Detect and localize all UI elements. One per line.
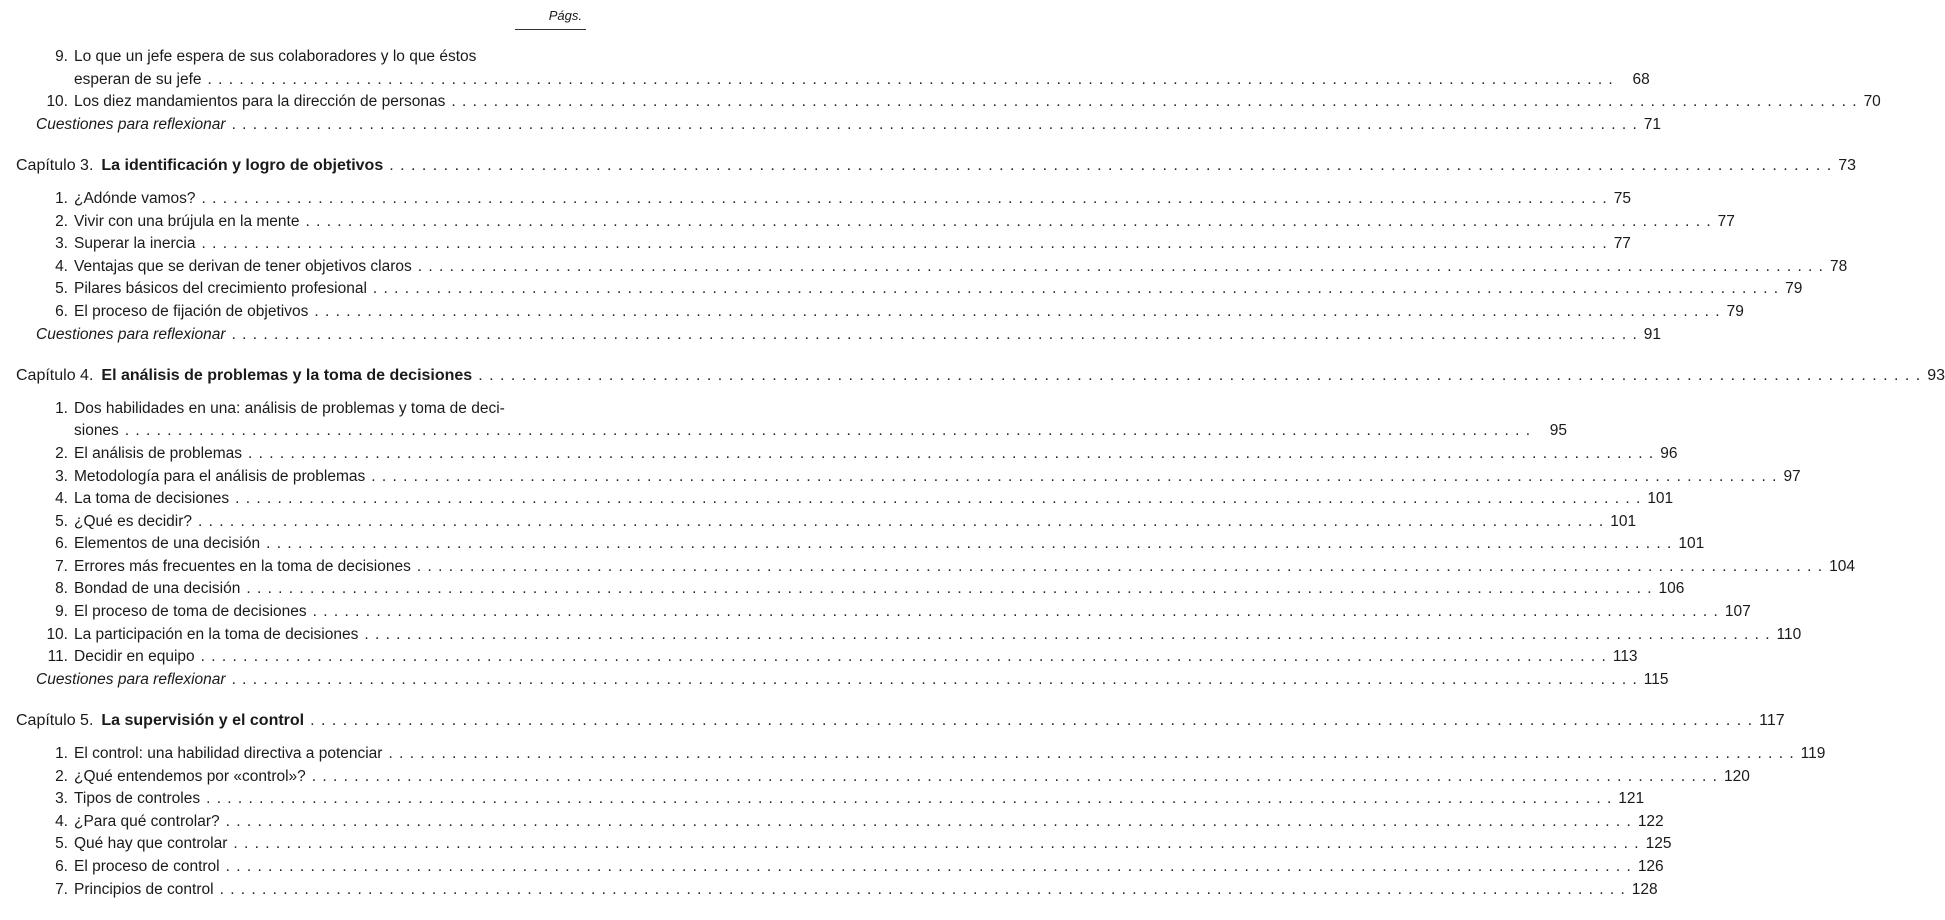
- page-number: 68: [1632, 70, 1650, 88]
- entry-number: 7.: [55, 557, 68, 575]
- dot-leader: [246, 578, 1652, 601]
- page-number: 77: [1717, 212, 1735, 230]
- entry-title: Pilares básicos del crecimiento profesional: [74, 280, 367, 298]
- entry-number: 4.: [55, 812, 68, 830]
- entry-number: 2.: [55, 444, 68, 462]
- dot-leader: [389, 155, 1832, 178]
- page-number: 126: [1637, 858, 1664, 875]
- chapter-number: Capítulo 5.: [16, 712, 94, 730]
- entry-title-block: [74, 398, 1567, 443]
- entry-title: El proceso de fijación de objetivos: [74, 302, 309, 320]
- entry-number: 2.: [55, 212, 68, 230]
- page-number: 104: [1829, 557, 1855, 575]
- page-number: 115: [1643, 670, 1669, 688]
- toc-entry[interactable]: [36, 443, 1678, 466]
- entry-title: Los diez mandamientos para la dirección de personas: [74, 93, 446, 111]
- page-number: 77: [1613, 235, 1631, 253]
- entry-title: Tipos de controles: [74, 790, 201, 808]
- page-number: 96: [1660, 444, 1678, 462]
- entry-title-line1: Dos habilidades en una: análisis de problemas y toma de deci-: [74, 399, 505, 417]
- page-number: 106: [1658, 580, 1685, 598]
- dot-leader: [206, 788, 1612, 811]
- entry-title: ¿Adónde vamos?: [74, 189, 196, 207]
- toc-entry[interactable]: [36, 856, 1664, 879]
- entry-title: ¿Qué es decidir?: [74, 512, 193, 530]
- dot-leader: [371, 466, 1777, 489]
- toc-entry[interactable]: [36, 211, 1735, 234]
- toc-entry[interactable]: [36, 833, 1672, 856]
- page-number: 101: [1647, 490, 1674, 508]
- toc-section: [16, 46, 1881, 136]
- page-number: 71: [1643, 115, 1662, 133]
- chapter-number: Capítulo 4.: [16, 367, 94, 385]
- toc-section: [16, 155, 1857, 346]
- questions-entry[interactable]: [36, 114, 1662, 137]
- entry-title-line2-row: [74, 420, 1567, 443]
- questions-entry[interactable]: [36, 669, 1669, 692]
- entry-number: 3.: [55, 235, 68, 253]
- entry-number: 5.: [55, 835, 68, 853]
- entry-number: 6.: [55, 535, 68, 553]
- entry-number: 10.: [46, 625, 68, 643]
- dot-leader: [201, 233, 1607, 256]
- page-header: Págs.: [515, 8, 586, 30]
- dot-leader: [312, 766, 1718, 789]
- dot-leader: [202, 188, 1608, 211]
- toc-entry[interactable]: [36, 233, 1631, 256]
- dot-leader: [418, 256, 1824, 279]
- page-number: 75: [1613, 189, 1631, 207]
- entry-title-block: [74, 46, 1650, 91]
- entry-number: 11.: [47, 648, 68, 666]
- entry-title: La participación en la toma de decisiones: [74, 625, 359, 643]
- toc-entry[interactable]: [36, 601, 1751, 624]
- dot-leader: [313, 601, 1719, 624]
- entry-title: ¿Qué entendemos por «control»?: [74, 767, 306, 785]
- page-number: 113: [1612, 648, 1638, 666]
- page-number: 97: [1783, 467, 1801, 485]
- entry-number: 5.: [55, 512, 68, 530]
- dot-leader: [226, 856, 1632, 879]
- page-number: 107: [1724, 603, 1751, 621]
- entry-title: Decidir en equipo: [74, 648, 195, 666]
- page-number: 70: [1863, 93, 1881, 111]
- toc-entry[interactable]: [36, 278, 1803, 301]
- entry-title: El análisis de problemas: [74, 444, 243, 462]
- table-of-contents: [16, 46, 1945, 920]
- page-number: 73: [1838, 157, 1857, 175]
- entry-number: 6.: [55, 302, 68, 320]
- chapter-heading[interactable]: [16, 365, 1945, 388]
- dot-leader: [235, 488, 1641, 511]
- entry-number: 1.: [55, 745, 68, 763]
- dot-leader: [364, 624, 1770, 647]
- dot-leader: [388, 743, 1794, 766]
- toc-entry[interactable]: [36, 743, 1826, 766]
- dot-leader: [198, 511, 1604, 534]
- dot-leader: [248, 443, 1654, 466]
- dot-leader: [310, 710, 1753, 733]
- dot-leader: [232, 114, 1638, 137]
- entry-title: Principios de control: [74, 880, 214, 898]
- chapter-number: Capítulo 3.: [16, 157, 94, 175]
- dot-leader: [478, 365, 1921, 388]
- entry-title: Qué hay que controlar: [74, 835, 228, 853]
- toc-entry[interactable]: [36, 879, 1658, 902]
- toc-entry[interactable]: [36, 533, 1705, 556]
- entry-number: 1.: [55, 399, 68, 417]
- toc-section: [16, 365, 1945, 691]
- entry-number: 6.: [55, 858, 68, 875]
- entry-title: Vivir con una brújula en la mente: [74, 212, 300, 230]
- questions-entry[interactable]: [36, 324, 1662, 347]
- entry-title-line2: siones: [74, 422, 119, 440]
- entry-title: Bondad de una decisión: [74, 580, 241, 598]
- dot-leader: [451, 91, 1857, 114]
- page-number: 125: [1645, 835, 1672, 853]
- page-number: 128: [1631, 880, 1658, 898]
- dot-leader: [232, 324, 1638, 347]
- entry-title: Elementos de una decisión: [74, 535, 261, 553]
- page-number: 78: [1829, 257, 1848, 275]
- toc-entry[interactable]: [36, 46, 1650, 91]
- entry-number: 9.: [55, 48, 68, 65]
- chapter-title: La identificación y logro de objetivos: [101, 157, 384, 175]
- toc-entry[interactable]: [36, 188, 1631, 211]
- page-number: 122: [1637, 812, 1664, 830]
- toc-entry[interactable]: [36, 398, 1568, 443]
- page-number: 110: [1776, 625, 1802, 643]
- page-number: 101: [1610, 512, 1637, 530]
- entry-number: 8.: [55, 580, 68, 598]
- dot-leader: [266, 533, 1672, 556]
- entry-title: El proceso de control: [74, 858, 220, 875]
- toc-entry[interactable]: [36, 624, 1802, 647]
- entry-title: Metodología para el análisis de problemas: [74, 467, 366, 485]
- toc-entry[interactable]: [36, 578, 1685, 601]
- toc-entry[interactable]: [36, 301, 1744, 324]
- entry-title-line1: Lo que un jefe espera de sus colaboradores y lo que éstos: [74, 48, 477, 65]
- entry-number: 2.: [55, 767, 68, 785]
- dot-leader: [208, 69, 1614, 92]
- entry-title-line2-row: [74, 69, 1650, 92]
- dot-leader: [305, 211, 1711, 234]
- chapter-heading[interactable]: [16, 710, 1785, 733]
- dot-leader: [125, 420, 1531, 443]
- entry-title: ¿Para qué controlar?: [74, 812, 220, 830]
- dot-leader: [373, 278, 1779, 301]
- entry-title: Errores más frecuentes en la toma de decisiones: [74, 557, 411, 575]
- dot-leader: [226, 811, 1632, 834]
- page-number: 79: [1785, 280, 1803, 298]
- toc-section: [16, 710, 1826, 901]
- toc-entry[interactable]: [36, 811, 1664, 834]
- page-number: 101: [1678, 535, 1705, 553]
- toc-entry[interactable]: [36, 511, 1637, 534]
- toc-entry[interactable]: [36, 466, 1801, 489]
- page-number: 91: [1643, 325, 1662, 343]
- entry-title: El proceso de toma de decisiones: [74, 603, 307, 621]
- entry-number: 7.: [55, 880, 68, 898]
- entry-title: La toma de decisiones: [74, 490, 230, 508]
- entry-number: 5.: [55, 280, 68, 298]
- page-number: 120: [1723, 767, 1750, 785]
- entry-number: 3.: [55, 467, 68, 485]
- dot-leader: [233, 833, 1639, 856]
- questions-title: Cuestiones para reflexionar: [36, 115, 226, 133]
- entry-number: 4.: [55, 490, 68, 508]
- entry-number: 1.: [55, 189, 68, 207]
- entry-number: 10.: [46, 93, 68, 111]
- chapter-heading[interactable]: [16, 155, 1857, 178]
- page-number: 79: [1726, 302, 1744, 320]
- dot-leader: [232, 669, 1638, 692]
- page-number: 93: [1927, 367, 1945, 385]
- toc-entry[interactable]: [36, 766, 1750, 789]
- entry-title-line2: esperan de su jefe: [74, 70, 202, 88]
- questions-title: Cuestiones para reflexionar: [36, 670, 226, 688]
- chapter-title: El análisis de problemas y la toma de decisiones: [101, 367, 473, 385]
- toc-entry[interactable]: [36, 646, 1638, 669]
- entry-title: Superar la inercia: [74, 235, 196, 253]
- toc-entry[interactable]: [36, 256, 1848, 279]
- entry-number: 3.: [55, 790, 68, 808]
- chapter-title: La supervisión y el control: [101, 712, 305, 730]
- questions-title: Cuestiones para reflexionar: [36, 325, 226, 343]
- toc-entry[interactable]: [36, 91, 1881, 114]
- entry-title: Ventajas que se derivan de tener objetivos claros: [74, 257, 412, 275]
- dot-leader: [314, 301, 1720, 324]
- toc-entry[interactable]: [36, 488, 1674, 511]
- dot-leader: [417, 556, 1823, 579]
- page-number: 95: [1549, 422, 1568, 440]
- page-number: 121: [1618, 790, 1645, 808]
- dot-leader: [201, 646, 1607, 669]
- toc-entry[interactable]: [36, 556, 1855, 579]
- page-number: 119: [1800, 745, 1826, 763]
- entry-number: 4.: [55, 257, 68, 275]
- dot-leader: [220, 879, 1626, 902]
- entry-title: El control: una habilidad directiva a potenciar: [74, 745, 383, 763]
- page-number: 117: [1759, 712, 1785, 730]
- toc-entry[interactable]: [36, 788, 1645, 811]
- entry-number: 9.: [55, 603, 68, 621]
